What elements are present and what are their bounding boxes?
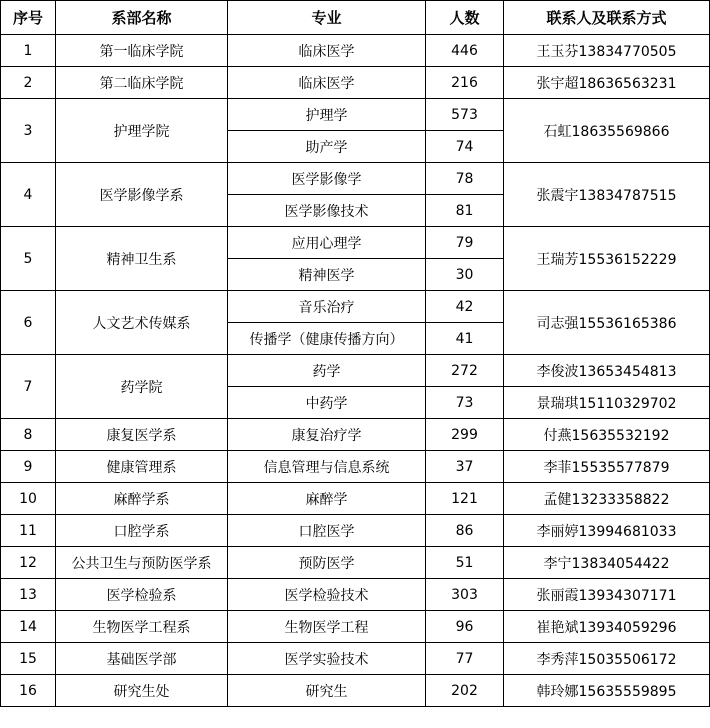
major-name: 预防医学 bbox=[228, 547, 426, 579]
table-body bbox=[1, 35, 710, 707]
table-row bbox=[1, 67, 710, 99]
contact-info: 司志强15536165386 bbox=[504, 291, 710, 355]
table-row bbox=[1, 99, 710, 131]
major-name: 助产学 bbox=[228, 131, 426, 163]
department-no: 6 bbox=[1, 291, 56, 355]
department-name: 健康管理系 bbox=[56, 451, 228, 483]
contact-info: 李秀萍15035506172 bbox=[504, 643, 710, 675]
contact-info: 李菲15535577879 bbox=[504, 451, 710, 483]
department-name: 麻醉学系 bbox=[56, 483, 228, 515]
major-count: 272 bbox=[426, 355, 504, 387]
major-name: 传播学（健康传播方向） bbox=[228, 323, 426, 355]
contact-info: 李宁13834054422 bbox=[504, 547, 710, 579]
department-name: 口腔学系 bbox=[56, 515, 228, 547]
major-count: 86 bbox=[426, 515, 504, 547]
major-count: 77 bbox=[426, 643, 504, 675]
header-department: 系部名称 bbox=[56, 1, 228, 35]
department-no: 5 bbox=[1, 227, 56, 291]
table-row bbox=[1, 643, 710, 675]
department-name: 第二临床学院 bbox=[56, 67, 228, 99]
table-row bbox=[1, 227, 710, 259]
major-count: 202 bbox=[426, 675, 504, 707]
header-contact: 联系人及联系方式 bbox=[504, 1, 710, 35]
table-row bbox=[1, 163, 710, 195]
department-name: 第一临床学院 bbox=[56, 35, 228, 67]
major-name: 研究生 bbox=[228, 675, 426, 707]
department-no: 3 bbox=[1, 99, 56, 163]
contact-info: 石虹18635569866 bbox=[504, 99, 710, 163]
department-no: 11 bbox=[1, 515, 56, 547]
contact-info: 王玉芬13834770505 bbox=[504, 35, 710, 67]
table-row bbox=[1, 515, 710, 547]
table-row bbox=[1, 291, 710, 323]
department-no: 9 bbox=[1, 451, 56, 483]
department-name: 精神卫生系 bbox=[56, 227, 228, 291]
department-no: 8 bbox=[1, 419, 56, 451]
major-count: 30 bbox=[426, 259, 504, 291]
table-row bbox=[1, 483, 710, 515]
header-count: 人数 bbox=[426, 1, 504, 35]
department-name: 医学检验系 bbox=[56, 579, 228, 611]
major-count: 96 bbox=[426, 611, 504, 643]
major-name: 医学影像学 bbox=[228, 163, 426, 195]
major-count: 573 bbox=[426, 99, 504, 131]
major-count: 74 bbox=[426, 131, 504, 163]
department-name: 人文艺术传媒系 bbox=[56, 291, 228, 355]
table-row bbox=[1, 579, 710, 611]
major-name: 临床医学 bbox=[228, 35, 426, 67]
contact-info: 李丽婷13994681033 bbox=[504, 515, 710, 547]
major-name: 应用心理学 bbox=[228, 227, 426, 259]
department-no: 1 bbox=[1, 35, 56, 67]
department-name: 研究生处 bbox=[56, 675, 228, 707]
department-name: 药学院 bbox=[56, 355, 228, 419]
department-name: 护理学院 bbox=[56, 99, 228, 163]
major-count: 81 bbox=[426, 195, 504, 227]
department-no: 2 bbox=[1, 67, 56, 99]
major-count: 78 bbox=[426, 163, 504, 195]
table-row bbox=[1, 675, 710, 707]
major-name: 医学实验技术 bbox=[228, 643, 426, 675]
department-no: 12 bbox=[1, 547, 56, 579]
major-count: 41 bbox=[426, 323, 504, 355]
major-count: 37 bbox=[426, 451, 504, 483]
department-name: 生物医学工程系 bbox=[56, 611, 228, 643]
major-name: 中药学 bbox=[228, 387, 426, 419]
header-no: 序号 bbox=[1, 1, 56, 35]
major-name: 医学影像技术 bbox=[228, 195, 426, 227]
major-count: 51 bbox=[426, 547, 504, 579]
department-no: 10 bbox=[1, 483, 56, 515]
header-row bbox=[1, 1, 710, 35]
contact-info: 张宇超18636563231 bbox=[504, 67, 710, 99]
major-count: 303 bbox=[426, 579, 504, 611]
major-name: 医学检验技术 bbox=[228, 579, 426, 611]
table-row bbox=[1, 611, 710, 643]
major-name: 临床医学 bbox=[228, 67, 426, 99]
department-no: 15 bbox=[1, 643, 56, 675]
table-row bbox=[1, 35, 710, 67]
department-no: 14 bbox=[1, 611, 56, 643]
table-row bbox=[1, 355, 710, 387]
major-name: 信息管理与信息系统 bbox=[228, 451, 426, 483]
major-count: 73 bbox=[426, 387, 504, 419]
major-name: 药学 bbox=[228, 355, 426, 387]
department-name: 基础医学部 bbox=[56, 643, 228, 675]
contact-info: 王瑞芳15536152229 bbox=[504, 227, 710, 291]
department-name: 医学影像学系 bbox=[56, 163, 228, 227]
major-count: 216 bbox=[426, 67, 504, 99]
table-row bbox=[1, 547, 710, 579]
contact-info: 付燕15635532192 bbox=[504, 419, 710, 451]
contact-info: 张震宇13834787515 bbox=[504, 163, 710, 227]
major-name: 康复治疗学 bbox=[228, 419, 426, 451]
contact-info: 韩玲娜15635559895 bbox=[504, 675, 710, 707]
header-major: 专业 bbox=[228, 1, 426, 35]
table-row bbox=[1, 419, 710, 451]
contact-info: 景瑞琪15110329702 bbox=[504, 387, 710, 419]
major-name: 生物医学工程 bbox=[228, 611, 426, 643]
department-no: 16 bbox=[1, 675, 56, 707]
department-no: 13 bbox=[1, 579, 56, 611]
major-name: 护理学 bbox=[228, 99, 426, 131]
major-count: 121 bbox=[426, 483, 504, 515]
contact-info: 崔艳斌13934059296 bbox=[504, 611, 710, 643]
major-name: 麻醉学 bbox=[228, 483, 426, 515]
major-count: 79 bbox=[426, 227, 504, 259]
contact-info: 孟健13233358822 bbox=[504, 483, 710, 515]
department-name: 康复医学系 bbox=[56, 419, 228, 451]
department-no: 4 bbox=[1, 163, 56, 227]
major-count: 42 bbox=[426, 291, 504, 323]
contact-info: 张丽霞13934307171 bbox=[504, 579, 710, 611]
contact-info: 李俊波13653454813 bbox=[504, 355, 710, 387]
department-name: 公共卫生与预防医学系 bbox=[56, 547, 228, 579]
major-name: 精神医学 bbox=[228, 259, 426, 291]
department-no: 7 bbox=[1, 355, 56, 419]
table-row bbox=[1, 451, 710, 483]
major-name: 口腔医学 bbox=[228, 515, 426, 547]
major-count: 299 bbox=[426, 419, 504, 451]
major-name: 音乐治疗 bbox=[228, 291, 426, 323]
major-count: 446 bbox=[426, 35, 504, 67]
